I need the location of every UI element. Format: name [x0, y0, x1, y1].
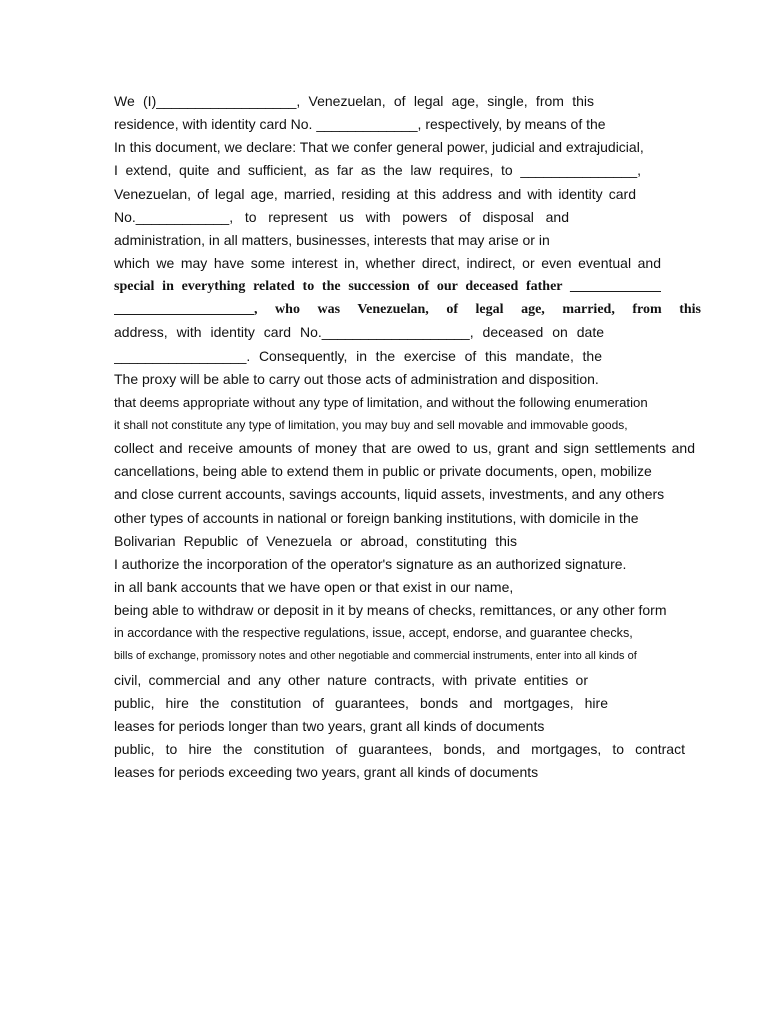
document-line: I authorize the incorporation of the operator's signature as an authorized signature.	[114, 555, 627, 572]
document-line: leases for periods exceeding two years, grant all kinds of documents	[114, 764, 539, 781]
document-line: We (I)__________________, Venezuelan, of legal age, single, from this	[114, 93, 594, 109]
document-line: administration, in all matters, businesses, interests that may arise or in	[114, 231, 550, 248]
document-line: The proxy will be able to carry out those acts of administration and disposition.	[114, 370, 599, 387]
document-line: leases for periods longer than two years, grant all kinds of documents	[114, 717, 545, 734]
document-line: which we may have some interest in, whether direct, indirect, or even eventual and	[114, 254, 661, 271]
document-line: I extend, quite and sufficient, as far as the law requires, to _______________,	[114, 162, 641, 179]
document-line: address, with identity card No.___________________, deceased on date	[114, 324, 604, 341]
document-line: civil, commercial and any other nature contracts, with private entities or	[114, 671, 588, 688]
document-line: that deems appropriate without any type of limitation, and without the following enumeration	[114, 394, 648, 410]
document-line: and close current accounts, savings accounts, liquid assets, investments, and any others	[114, 486, 665, 503]
document-line: in accordance with the respective regulations, issue, accept, endorse, and guarantee checks,	[114, 626, 633, 641]
document-line: other types of accounts in national or foreign banking institutions, with domicile in the	[114, 509, 639, 526]
document-body	[114, 90, 701, 784]
document-line: _________________. Consequently, in the exercise of this mandate, the	[114, 347, 602, 364]
document-line: Bolivarian Republic of Venezuela or abroad, constituting this	[114, 532, 517, 549]
document-line: public, hire the constitution of guarantees, bonds and mortgages, hire	[114, 694, 608, 711]
document-line: public, to hire the constitution of guarantees, bonds, and mortgages, to contract	[114, 740, 685, 757]
document-line: bills of exchange, promissory notes and other negotiable and commercial instruments, enter into all kinds of	[114, 650, 637, 663]
document-line: residence, with identity card No. _____________, respectively, by means of the	[114, 116, 606, 133]
document-line: it shall not constitute any type of limitation, you may buy and sell movable and immovable goods,	[114, 417, 628, 432]
document-line: No.____________, to represent us with powers of disposal and	[114, 208, 569, 225]
document-line: collect and receive amounts of money that are owed to us, grant and sign settlements and	[114, 440, 695, 457]
document-line: In this document, we declare: That we confer general power, judicial and extrajudicial,	[114, 139, 644, 156]
document-line: being able to withdraw or deposit in it by means of checks, remittances, or any other form	[114, 602, 667, 619]
document-line: special in everything related to the succession of our deceased father _____________	[114, 279, 661, 295]
document-line: Venezuelan, of legal age, married, residing at this address and with identity card	[114, 185, 636, 202]
document-line: cancellations, being able to extend them in public or private documents, open, mobilize	[114, 463, 652, 480]
document-line: ____________________, who was Venezuelan, of legal age, married, from this	[114, 302, 701, 318]
document-line: in all bank accounts that we have open or that exist in our name,	[114, 578, 514, 595]
